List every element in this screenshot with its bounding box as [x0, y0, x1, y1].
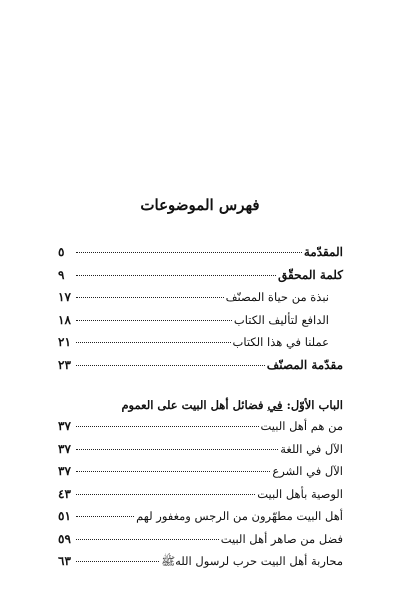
dot-leader: [76, 539, 219, 540]
toc-entry-page: ٣٧: [58, 419, 71, 433]
dot-leader: [76, 365, 265, 366]
toc-entry: [58, 550, 343, 573]
toc-entry-label: كلمة المحقّق: [278, 267, 343, 282]
dot-leader: [76, 561, 159, 562]
dot-leader: [76, 320, 232, 321]
toc-entry-page: ٦٣: [58, 554, 71, 568]
toc-entry-label: الآل في الشرع: [272, 464, 343, 478]
toc-entry: [58, 415, 343, 438]
toc-entry-page: ٣٧: [58, 441, 71, 456]
toc-entry: [58, 241, 343, 264]
page-title: فهرس الموضوعات: [140, 196, 260, 214]
dot-leader: [76, 297, 224, 298]
dot-leader: [76, 252, 302, 253]
toc-entry: [58, 331, 343, 354]
toc-entry: [58, 264, 343, 287]
toc-entry-label: من هم أهل البيت: [260, 419, 343, 433]
dot-leader: [76, 426, 259, 427]
toc-front-matter: [58, 241, 343, 376]
toc-entry: [58, 483, 343, 506]
toc-entry-page: ٢٣: [58, 357, 71, 372]
toc-entry-label: الدافع لتأليف الكتاب: [233, 312, 329, 327]
dot-leader: [76, 471, 270, 472]
toc-entry-page: ٣٧: [58, 464, 71, 478]
toc-entry: [58, 354, 343, 377]
toc-entry: [58, 505, 343, 528]
toc-entry-page: ٤٣: [58, 486, 71, 501]
toc-entry: [58, 460, 343, 483]
toc-entry: [58, 528, 343, 551]
toc-entry: [58, 309, 343, 332]
toc-chapter-one: [58, 415, 343, 573]
section-prefix: الباب الأوّل:: [286, 398, 343, 412]
dot-leader: [76, 494, 255, 495]
toc-entry-page: ٩: [58, 267, 65, 282]
toc-entry-label: نبذة من حياة المصنّف: [225, 290, 329, 304]
dot-leader: [76, 275, 276, 276]
dot-leader: [76, 342, 231, 343]
toc-entry-label: المقدّمة: [303, 245, 343, 259]
toc-entry-label: عملنا في هذا الكتاب: [232, 335, 329, 349]
dot-leader: [76, 516, 134, 517]
toc-entry-label: فضل من صاهر أهل البيت: [220, 531, 343, 546]
toc-entry-label: أهل البيت مطهّرون من الرجس ومغفور لهم: [136, 509, 343, 523]
toc-entry-page: ١٨: [58, 312, 71, 327]
section-underlined-word: في: [267, 398, 283, 412]
toc-entry: [58, 286, 343, 309]
toc-entry-page: ٢١: [58, 335, 71, 349]
toc-entry-label: الآل في اللغة: [280, 441, 343, 456]
toc-entry-label: الوصية بأهل البيت: [257, 486, 343, 501]
dot-leader: [76, 449, 278, 450]
toc-entry-label: مقدّمة المصنّف: [266, 357, 343, 372]
toc-entry-page: ١٧: [58, 290, 71, 304]
toc-entry-page: ٥٩: [58, 531, 71, 546]
toc-entry-page: ٥١: [58, 509, 71, 523]
toc-entry-page: ٥: [58, 245, 65, 259]
section-title: فضائل أهل البيت على العموم: [121, 398, 264, 412]
toc-entry: [58, 438, 343, 461]
section-heading: [58, 398, 343, 412]
toc-entry-label: محاربة أهل البيت حرب لرسول اللهﷺ: [161, 554, 343, 568]
